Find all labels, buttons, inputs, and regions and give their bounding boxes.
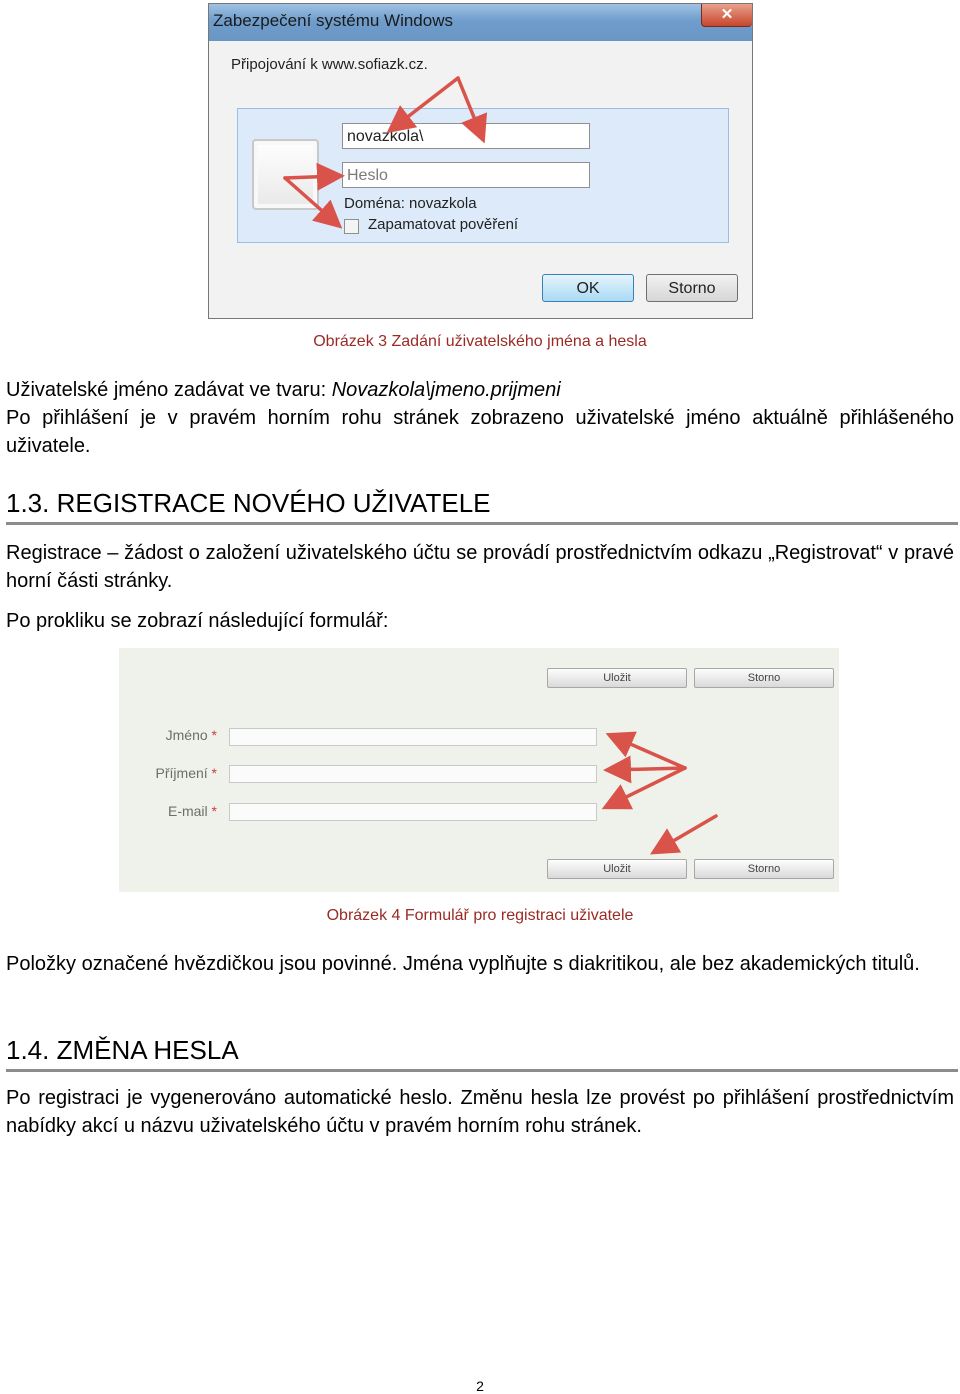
after-login-paragraph: Po přihlášení je v pravém horním rohu stránek zobrazeno uživatelské jméno aktuálně přihlášeného uživatele. <box>6 407 954 457</box>
arrow-to-save-bottom <box>656 816 716 851</box>
cancel-button-bottom[interactable]: Storno <box>694 859 834 879</box>
figure-caption-4: Obrázek 4 Formulář pro registraci uživatele <box>326 907 634 924</box>
registration-paragraph: Registrace – žádost o založení uživatelského účtu se provádí prostřednictvím odkazu „Registrovat“ v pravé horní části stránky. <box>6 542 954 592</box>
section-title: ZMĚNA HESLA <box>56 1035 239 1065</box>
username-format-example: Novazkola\jmeno.prijmeni <box>331 379 561 401</box>
section-number: 1.3. <box>6 488 50 518</box>
dialog-title: Zabezpečení systému Windows <box>213 11 453 30</box>
connecting-text: Připojování k www.sofiazk.cz. <box>231 56 428 73</box>
page-number: 2 <box>476 1378 484 1394</box>
last-name-label: Příjmení * <box>155 765 217 781</box>
cancel-button[interactable]: Storno <box>646 274 738 302</box>
domain-text: Doména: novazkola <box>344 195 477 212</box>
email-label: E-mail * <box>167 803 217 819</box>
username-format-prefix: Uživatelské jméno zadávat ve tvaru: <box>6 379 332 401</box>
arrow-to-avatar <box>285 176 338 178</box>
cancel-button-top[interactable]: Storno <box>694 668 834 688</box>
required-fields-paragraph: Položky označené hvězdičkou jsou povinné. Jména vyplňujte s diakritikou, ale bez akademických titulů. <box>6 953 920 975</box>
section-heading-1-4 <box>6 1033 958 1072</box>
section-number: 1.4. <box>6 1035 50 1065</box>
section-title: REGISTRACE NOVÉHO UŽIVATELE <box>56 488 491 518</box>
arrow-to-password <box>458 78 482 137</box>
arrow-to-checkbox <box>285 178 337 224</box>
figure-caption-3: Obrázek 3 Zadání uživatelského jména a hesla <box>313 333 647 350</box>
remember-label: Zapamatovat pověření <box>368 216 519 233</box>
form-intro-paragraph: Po prokliku se zobrazí následující formulář: <box>6 610 389 632</box>
arrow-to-first-name <box>612 736 685 768</box>
arrow-to-username <box>392 78 458 129</box>
arrow-to-email <box>608 768 685 806</box>
close-icon[interactable]: ✕ <box>701 4 752 27</box>
username-input[interactable]: novazkola\ <box>342 123 590 149</box>
password-input[interactable]: Heslo <box>342 162 590 188</box>
password-change-paragraph: Po registraci je vygenerováno automatické heslo. Změnu hesla lze provést po přihlášení prostřednictvím nabídky akcí u názvu uživatelského účtu v pravém horním rohu stránek. <box>6 1087 954 1137</box>
arrow-to-last-name <box>610 768 685 770</box>
save-button-bottom[interactable]: Uložit <box>547 859 687 879</box>
save-button-top[interactable]: Uložit <box>547 668 687 688</box>
first-name-label: Jméno * <box>165 727 217 743</box>
ok-button[interactable]: OK <box>542 274 634 302</box>
